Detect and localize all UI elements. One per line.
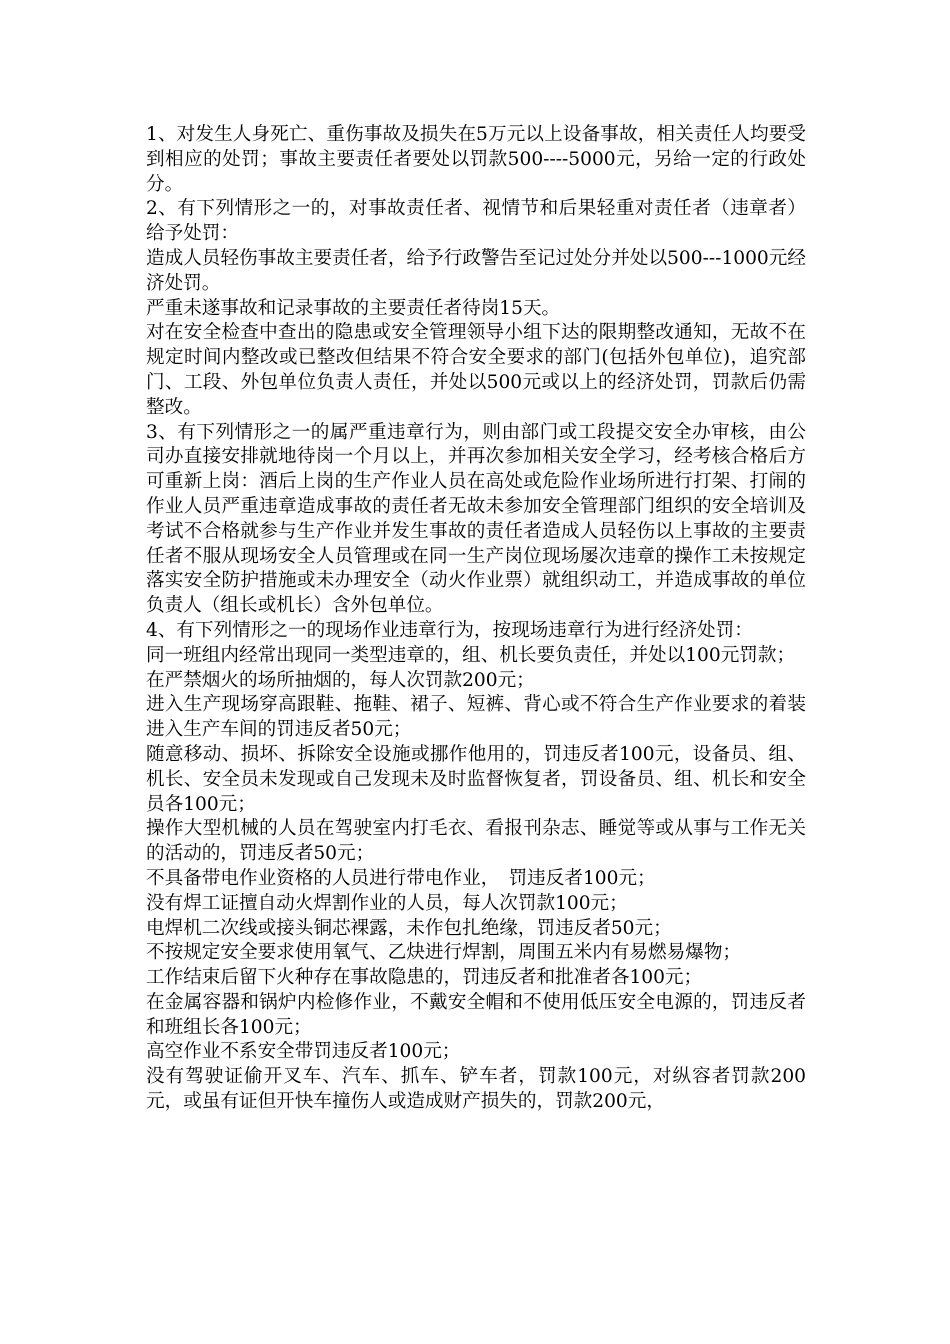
paragraph-7: 4、有下列情形之一的现场作业违章行为，按现场违章行为进行经济处罚：: [146, 619, 753, 641]
paragraph-19: 高空作业不系安全带罚违反者100元；: [146, 1041, 461, 1063]
paragraph-14: 没有焊工证擅自动火焊割作业的人员，每人次罚款100元；: [146, 892, 628, 914]
paragraph-10: 进入生产现场穿高跟鞋、拖鞋、裙子、短裤、背心或不符合生产作业要求的着装进入生产车间的罚违反者50元；: [146, 694, 806, 741]
document-body: [146, 123, 806, 1115]
paragraph-4: 严重未遂事故和记录事故的主要责任者待岗15天。: [146, 297, 561, 319]
paragraph-2: 2、有下列情形之一的，对事故责任者、视情节和后果轻重对责任者（违章者）给予处罚：: [146, 198, 806, 245]
paragraph-17: 工作结束后留下火种存在事故隐患的，罚违反者和批准者各100元；: [146, 967, 703, 989]
paragraph-16: 不按规定安全要求使用氧气、乙炔进行焊割，周围五米内有易燃易爆物；: [146, 942, 742, 964]
paragraph-3: 造成人员轻伤事故主要责任者，给予行政警告至记过处分并处以500---1000元经济处罚。: [146, 247, 806, 294]
paragraph-20: 没有驾驶证偷开叉车、汽车、抓车、铲车者，罚款100元，对纵容者罚款200元，或虽有证但开快车撞伤人或造成财产损失的，罚款200元，: [146, 1066, 806, 1113]
paragraph-11: 随意移动、损坏、拆除安全设施或挪作他用的，罚违反者100元，设备员、组、机长、安全员未发现或自己发现未及时监督恢复者，罚设备员、组、机长和安全员各100元；: [146, 743, 806, 815]
paragraph-9: 在严禁烟火的场所抽烟的，每人次罚款200元；: [146, 669, 535, 691]
paragraph-8: 同一班组内经常出现同一类型违章的，组、机长要负责任，并处以100元罚款；: [146, 644, 796, 666]
paragraph-15: 电焊机二次线或接头铜芯裸露，未作包扎绝缘，罚违反者50元；: [146, 917, 672, 939]
paragraph-5: 对在安全检查中查出的隐患或安全管理领导小组下达的限期整改通知，无故不在规定时间内整改或已整改但结果不符合安全要求的部门(包括外包单位)，追究部门、工段、外包单位负责人责任，并处以500元或以上的经济处罚，罚款后仍需整改。: [146, 322, 806, 418]
paragraph-12: 操作大型机械的人员在驾驶室内打毛衣、看报刊杂志、睡觉等或从事与工作无关的活动的，罚违反者50元；: [146, 818, 806, 865]
paragraph-1: 1、对发生人身死亡、重伤事故及损失在5万元以上设备事故，相关责任人均要受到相应的处罚；事故主要责任者要处以罚款500----5000元，另给一定的行政处分。: [146, 124, 806, 195]
paragraph-6: 3、有下列情形之一的属严重违章行为，则由部门或工段提交安全办审核，由公司办直接安排就地待岗一个月以上，并再次参加相关安全学习，经考核合格后方可重新上岗：酒后上岗的生产作业人员在高处或危险作业场所进行打架、打闹的作业人员严重违章造成事故的责任者无故未参加安全管理部门组织的安全培训及考试不合格就参与生产作业并发生事故的责任者造成人员轻伤以上事故的主要责任者不服从现场安全人员管理或在同一生产岗位现场屡次违章的操作工未按规定落实安全防护措施或未办理安全（动火作业票）就组织动工，并造成事故的单位负责人（组长或机长）含外包单位。: [146, 421, 806, 617]
paragraph-18: 在金属容器和锅炉内检修作业，不戴安全帽和不使用低压安全电源的，罚违反者和班组长各100元；: [146, 991, 806, 1038]
paragraph-13: 不具备带电作业资格的人员进行带电作业， 罚违反者100元；: [146, 867, 656, 889]
